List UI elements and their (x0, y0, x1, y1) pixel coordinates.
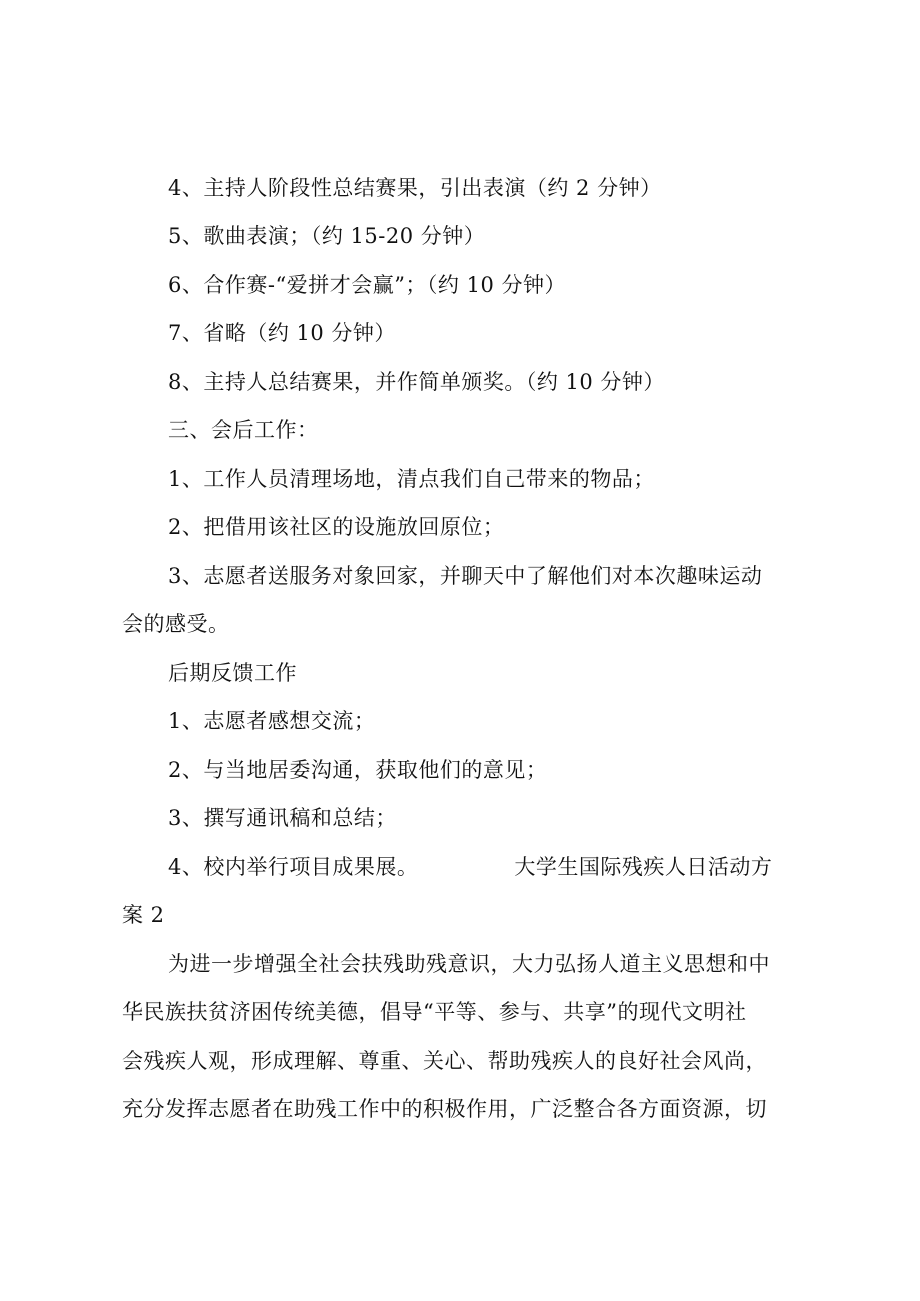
paragraph-line: 8、主持人总结赛果，并作简单颁奖。（约 10 分钟） (168, 370, 665, 394)
paragraph-line: 3、撰写通讯稿和总结； (168, 806, 397, 830)
paragraph-line (168, 852, 868, 882)
paragraph-line: 充分发挥志愿者在助残工作中的积极作用，广泛整合各方面资源，切 (122, 1097, 767, 1121)
paragraph-line: 会残疾人观，形成理解、尊重、关心、帮助残疾人的良好社会风尚， (122, 1049, 767, 1073)
paragraph-line: 2、把借用该社区的设施放回原位； (168, 515, 505, 539)
section-heading: 三、会后工作： (168, 418, 319, 442)
paragraph-line: 为进一步增强全社会扶残助残意识，大力弘扬人道主义思想和中 (168, 952, 770, 976)
paragraph-line: 会的感受。 (122, 612, 230, 636)
paragraph-line: 5、歌曲表演；（约 15-20 分钟） (168, 224, 486, 248)
paragraph-line: 3、志愿者送服务对象回家，并聊天中了解他们对本次趣味运动 (168, 564, 763, 588)
document-title: 大学生国际残疾人日活动方 (514, 855, 773, 879)
paragraph-line: 1、志愿者感想交流； (168, 709, 376, 733)
section-heading: 后期反馈工作 (168, 661, 297, 685)
paragraph-line: 华民族扶贫济困传统美德，倡导“平等、参与、共享”的现代文明社 (122, 1000, 747, 1024)
paragraph-line: 6、合作赛-“爱拼才会赢”；（约 10 分钟） (168, 273, 566, 297)
paragraph-line-text: 4、校内举行项目成果展。 (168, 855, 419, 879)
document-title-continued: 案 2 (122, 903, 165, 927)
paragraph-line: 4、主持人阶段性总结赛果，引出表演（约 2 分钟） (168, 176, 662, 200)
paragraph-line: 1、工作人员清理场地，清点我们自己带来的物品； (168, 467, 655, 491)
paragraph-line: 7、省略（约 10 分钟） (168, 321, 396, 345)
paragraph-line: 2、与当地居委沟通，获取他们的意见； (168, 758, 548, 782)
